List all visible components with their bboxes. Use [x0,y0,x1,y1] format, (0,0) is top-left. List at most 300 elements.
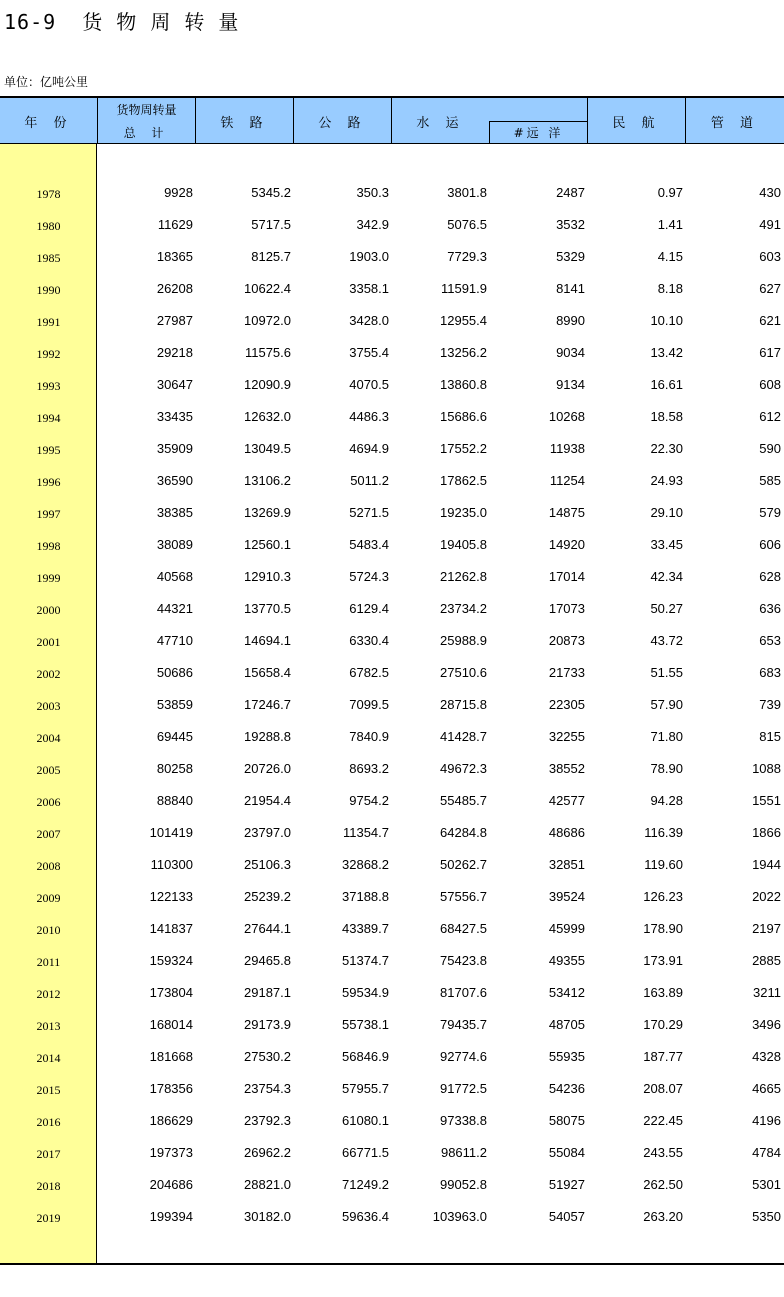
cell-year: 1990 [36,283,61,297]
cell-ocean: 48705 [548,1017,585,1032]
table-row [0,275,784,307]
cell-rail: 29173.9 [244,1017,291,1032]
cell-pipeline: 491 [759,217,781,232]
cell-total: 11629 [157,217,193,232]
cell-total: 30647 [156,377,193,392]
cell-air: 51.55 [650,665,683,680]
header-ocean: #远 洋 [513,126,564,140]
cell-rail: 12560.1 [244,537,291,552]
page-title: 16-9 货 物 周 转 量 [4,10,240,34]
table-row [0,435,784,467]
cell-ocean: 11254 [549,473,585,488]
cell-water: 79435.7 [440,1017,487,1032]
cell-year: 1993 [36,379,61,393]
table-row [0,755,784,787]
cell-total: 88840 [156,793,193,808]
cell-year: 1995 [36,443,61,457]
cell-air: 173.91 [643,953,683,968]
table-row [0,851,784,883]
cell-year: 2009 [36,891,61,905]
cell-total: 186629 [149,1113,193,1128]
cell-water: 97338.8 [440,1113,487,1128]
cell-rail: 11575.6 [244,345,291,360]
cell-rail: 13049.5 [244,441,291,456]
cell-total: 80258 [156,761,193,776]
cell-road: 6782.5 [349,665,389,680]
cell-road: 5724.3 [349,569,389,584]
cell-year: 1985 [36,251,61,265]
cell-water: 13256.2 [440,345,487,360]
cell-road: 350.3 [356,185,389,200]
cell-total: 173804 [149,985,193,1000]
table-header [0,96,784,144]
cell-rail: 27644.1 [244,921,291,936]
cell-ocean: 51927 [548,1177,585,1192]
cell-year: 2004 [36,731,61,745]
cell-water: 17552.2 [440,441,487,456]
cell-year: 2002 [36,667,61,681]
cell-pipeline: 603 [759,249,781,264]
cell-road: 8693.2 [349,761,389,776]
header-year: 年 份 [24,115,73,131]
table-row [0,339,784,371]
cell-total: 53859 [156,697,193,712]
cell-road: 3428.0 [349,313,389,328]
table-row [0,819,784,851]
table-body [0,179,784,1235]
cell-ocean: 45999 [548,921,585,936]
cell-water: 12955.4 [440,313,487,328]
cell-rail: 23797.0 [244,825,291,840]
cell-road: 4486.3 [349,409,389,424]
header-rail: 铁 路 [220,115,269,131]
table-row [0,627,784,659]
cell-pipeline: 2885 [752,953,781,968]
cell-air: 43.72 [650,633,683,648]
table-row [0,1107,784,1139]
cell-year: 2006 [36,795,61,809]
cell-pipeline: 617 [759,345,781,360]
cell-ocean: 32255 [548,729,585,744]
cell-pipeline: 1866 [752,825,781,840]
cell-rail: 10622.4 [244,281,291,296]
cell-water: 49672.3 [440,761,487,776]
cell-year: 2019 [36,1211,61,1225]
cell-road: 61080.1 [342,1113,389,1128]
cell-ocean: 9134 [556,377,585,392]
cell-rail: 29465.8 [244,953,291,968]
table-row [0,883,784,915]
cell-ocean: 14920 [548,537,585,552]
cell-rail: 28821.0 [244,1177,291,1192]
cell-ocean: 58075 [548,1113,585,1128]
cell-rail: 12910.3 [244,569,291,584]
cell-pipeline: 1944 [752,857,781,872]
table-row [0,531,784,563]
cell-ocean: 49355 [548,953,585,968]
cell-air: 8.18 [657,281,683,296]
table-bottom-rule [0,1263,784,1265]
cell-road: 5271.5 [349,505,389,520]
cell-air: 243.55 [643,1145,683,1160]
cell-pipeline: 4665 [752,1081,781,1096]
cell-rail: 8125.7 [251,249,291,264]
cell-water: 41428.7 [440,729,487,744]
cell-air: 0.97 [657,185,683,200]
cell-ocean: 17014 [548,569,585,584]
cell-rail: 27530.2 [244,1049,291,1064]
cell-air: 1.41 [657,217,683,232]
cell-water: 19405.8 [440,537,487,552]
cell-total: 101419 [149,825,193,840]
cell-air: 18.58 [650,409,683,424]
cell-total: 36590 [156,473,193,488]
cell-air: 163.89 [643,985,683,1000]
cell-pipeline: 739 [759,697,781,712]
cell-year: 2000 [36,603,61,617]
cell-ocean: 54057 [548,1209,585,1224]
cell-pipeline: 3496 [752,1017,781,1032]
cell-pipeline: 430 [759,185,781,200]
cell-water: 11591.9 [440,281,487,296]
cell-year: 2017 [36,1147,61,1161]
cell-ocean: 48686 [548,825,585,840]
cell-pipeline: 4784 [752,1145,781,1160]
cell-total: 199394 [149,1209,193,1224]
cell-ocean: 38552 [548,761,585,776]
cell-ocean: 9034 [556,345,585,360]
cell-pipeline: 3211 [753,985,781,1000]
table-row [0,499,784,531]
header-road: 公 路 [318,115,367,131]
cell-total: 69445 [156,729,193,744]
cell-total: 50686 [156,665,193,680]
cell-water: 50262.7 [440,857,487,872]
table-row [0,979,784,1011]
cell-water: 27510.6 [440,665,487,680]
cell-water: 3801.8 [447,185,487,200]
header-water: 水 运 [416,115,465,131]
cell-year: 2007 [36,827,61,841]
cell-road: 32868.2 [342,857,389,872]
cell-ocean: 22305 [548,697,585,712]
table-row [0,243,784,275]
cell-total: 181668 [149,1049,193,1064]
cell-year: 1999 [36,571,61,585]
cell-rail: 15658.4 [244,665,291,680]
cell-year: 2001 [36,635,61,649]
table-row [0,563,784,595]
cell-road: 71249.2 [342,1177,389,1192]
table-row [0,307,784,339]
cell-pipeline: 585 [759,473,781,488]
cell-total: 9928 [164,185,193,200]
cell-water: 103963.0 [432,1209,487,1224]
cell-water: 21262.8 [440,569,487,584]
cell-pipeline: 5350 [752,1209,781,1224]
table-row [0,723,784,755]
cell-pipeline: 608 [759,377,781,392]
cell-rail: 13770.5 [244,601,291,616]
cell-year: 2016 [36,1115,61,1129]
cell-water: 55485.7 [440,793,487,808]
cell-rail: 13106.2 [244,473,291,488]
header-total-bottom: 总 计 [123,126,170,140]
table-row [0,179,784,211]
cell-air: 22.30 [650,441,683,456]
cell-water: 23734.2 [440,601,487,616]
cell-year: 2003 [36,699,61,713]
cell-ocean: 14875 [548,505,585,520]
cell-air: 57.90 [650,697,683,712]
table-row [0,787,784,819]
cell-year: 2018 [36,1179,61,1193]
cell-total: 178356 [149,1081,193,1096]
cell-total: 33435 [156,409,193,424]
cell-ocean: 11938 [549,441,585,456]
cell-water: 98611.2 [440,1145,487,1160]
cell-water: 19235.0 [440,505,487,520]
cell-road: 9754.2 [349,793,389,808]
cell-pipeline: 2197 [752,921,781,936]
cell-total: 40568 [156,569,193,584]
cell-air: 170.29 [643,1017,683,1032]
cell-road: 7840.9 [349,729,389,744]
cell-pipeline: 606 [759,537,781,552]
cell-air: 33.45 [650,537,683,552]
cell-rail: 10972.0 [244,313,291,328]
table-row [0,1203,784,1235]
cell-total: 159324 [149,953,193,968]
cell-year: 1996 [36,475,61,489]
cell-air: 178.90 [643,921,683,936]
cell-air: 42.34 [650,569,683,584]
cell-rail: 17246.7 [244,697,291,712]
cell-total: 26208 [156,281,193,296]
cell-road: 59534.9 [342,985,389,1000]
cell-year: 2008 [36,859,61,873]
cell-road: 3358.1 [349,281,389,296]
cell-air: 50.27 [650,601,683,616]
cell-total: 27987 [156,313,193,328]
cell-ocean: 2487 [556,185,585,200]
cell-year: 2005 [36,763,61,777]
cell-air: 126.23 [643,889,683,904]
cell-ocean: 55935 [548,1049,585,1064]
cell-pipeline: 653 [759,633,781,648]
cell-rail: 20726.0 [244,761,291,776]
cell-year: 2010 [36,923,61,937]
table-row [0,595,784,627]
cell-pipeline: 1088 [752,761,781,776]
cell-air: 71.80 [650,729,683,744]
cell-air: 4.15 [657,249,683,264]
cell-air: 262.50 [643,1177,683,1192]
cell-rail: 12632.0 [244,409,291,424]
cell-water: 81707.6 [440,985,487,1000]
cell-water: 68427.5 [440,921,487,936]
cell-rail: 5345.2 [251,185,291,200]
cell-total: 110300 [150,857,193,872]
cell-year: 1991 [36,315,61,329]
cell-pipeline: 815 [759,729,781,744]
cell-road: 59636.4 [342,1209,389,1224]
cell-total: 204686 [149,1177,193,1192]
cell-air: 208.07 [643,1081,683,1096]
cell-air: 16.61 [650,377,683,392]
table-row [0,659,784,691]
cell-air: 94.28 [650,793,683,808]
cell-total: 38385 [156,505,193,520]
cell-air: 78.90 [650,761,683,776]
header-pipeline: 管 道 [710,115,760,131]
cell-water: 15686.6 [440,409,487,424]
cell-air: 119.60 [644,857,683,872]
cell-total: 35909 [156,441,193,456]
cell-pipeline: 627 [759,281,781,296]
cell-year: 2012 [36,987,61,1001]
cell-ocean: 42577 [548,793,585,808]
cell-air: 13.42 [650,345,683,360]
cell-total: 197373 [149,1145,193,1160]
cell-water: 13860.8 [440,377,487,392]
cell-total: 122133 [149,889,193,904]
cell-rail: 13269.9 [244,505,291,520]
cell-ocean: 5329 [556,249,585,264]
cell-rail: 23792.3 [244,1113,291,1128]
cell-road: 3755.4 [349,345,389,360]
table-row [0,1139,784,1171]
cell-road: 4694.9 [349,441,389,456]
table-row [0,915,784,947]
cell-water: 57556.7 [440,889,487,904]
cell-rail: 25239.2 [244,889,291,904]
cell-year: 1992 [36,347,61,361]
cell-ocean: 54236 [548,1081,585,1096]
cell-air: 24.93 [650,473,683,488]
cell-year: 1980 [36,219,61,233]
cell-ocean: 32851 [548,857,585,872]
table-row [0,371,784,403]
cell-pipeline: 636 [759,601,781,616]
cell-road: 55738.1 [342,1017,389,1032]
cell-pipeline: 579 [759,505,781,520]
cell-ocean: 10268 [548,409,585,424]
cell-ocean: 21733 [548,665,585,680]
cell-pipeline: 628 [759,569,781,584]
cell-rail: 19288.8 [244,729,291,744]
cell-water: 99052.8 [440,1177,487,1192]
cell-water: 5076.5 [447,217,487,232]
cell-ocean: 3532 [556,217,585,232]
table-row [0,211,784,243]
table-row [0,1075,784,1107]
table-row [0,403,784,435]
cell-water: 17862.5 [440,473,487,488]
cell-water: 91772.5 [440,1081,487,1096]
cell-road: 1903.0 [349,249,389,264]
cell-road: 66771.5 [342,1145,389,1160]
cell-road: 37188.8 [342,889,389,904]
cell-year: 2015 [36,1083,61,1097]
cell-total: 38089 [156,537,193,552]
cell-road: 6129.4 [349,601,389,616]
cell-water: 25988.9 [440,633,487,648]
cell-rail: 29187.1 [244,985,291,1000]
cell-year: 1978 [36,187,61,201]
cell-road: 57955.7 [342,1081,389,1096]
table-row [0,691,784,723]
cell-total: 47710 [156,633,193,648]
cell-total: 44321 [156,601,193,616]
cell-total: 18365 [156,249,193,264]
cell-air: 187.77 [643,1049,683,1064]
cell-total: 168014 [149,1017,193,1032]
cell-year: 2013 [36,1019,61,1033]
cell-air: 263.20 [643,1209,683,1224]
cell-rail: 23754.3 [244,1081,291,1096]
cell-air: 10.10 [650,313,683,328]
cell-water: 7729.3 [447,249,487,264]
cell-road: 51374.7 [342,953,389,968]
table-row [0,1171,784,1203]
table-row [0,1011,784,1043]
cell-pipeline: 4196 [752,1113,781,1128]
cell-year: 2014 [36,1051,61,1065]
cell-water: 92774.6 [440,1049,487,1064]
table-row [0,947,784,979]
cell-pipeline: 612 [759,409,781,424]
table-row [0,467,784,499]
cell-rail: 14694.1 [244,633,291,648]
cell-road: 5483.4 [349,537,389,552]
cell-ocean: 8990 [556,313,585,328]
cell-ocean: 39524 [548,889,585,904]
cell-rail: 5717.5 [251,217,291,232]
cell-road: 56846.9 [342,1049,389,1064]
cell-total: 29218 [156,345,193,360]
cell-pipeline: 5301 [752,1177,781,1192]
cell-road: 4070.5 [349,377,389,392]
cell-road: 11354.7 [342,825,389,840]
cell-pipeline: 590 [759,441,781,456]
cell-ocean: 20873 [548,633,585,648]
cell-road: 7099.5 [349,697,389,712]
cell-rail: 12090.9 [244,377,291,392]
cell-pipeline: 683 [759,665,781,680]
cell-ocean: 53412 [548,985,585,1000]
cell-year: 2011 [36,955,61,969]
cell-rail: 21954.4 [244,793,291,808]
cell-year: 1998 [36,539,61,553]
cell-ocean: 17073 [548,601,585,616]
cell-water: 75423.8 [440,953,487,968]
cell-air: 222.45 [643,1113,683,1128]
unit-label: 单位：亿吨公里 [4,75,89,89]
header-air: 民 航 [612,115,661,131]
cell-road: 6330.4 [349,633,389,648]
cell-rail: 30182.0 [244,1209,291,1224]
cell-road: 342.9 [356,217,389,232]
cell-total: 141837 [149,921,193,936]
cell-year: 1994 [36,411,61,425]
cell-ocean: 55084 [548,1145,585,1160]
cell-year: 1997 [36,507,61,521]
cell-pipeline: 4328 [752,1049,781,1064]
cell-water: 64284.8 [440,825,487,840]
header-total-top: 货物周转量 [116,103,177,117]
cell-road: 5011.2 [350,473,389,488]
